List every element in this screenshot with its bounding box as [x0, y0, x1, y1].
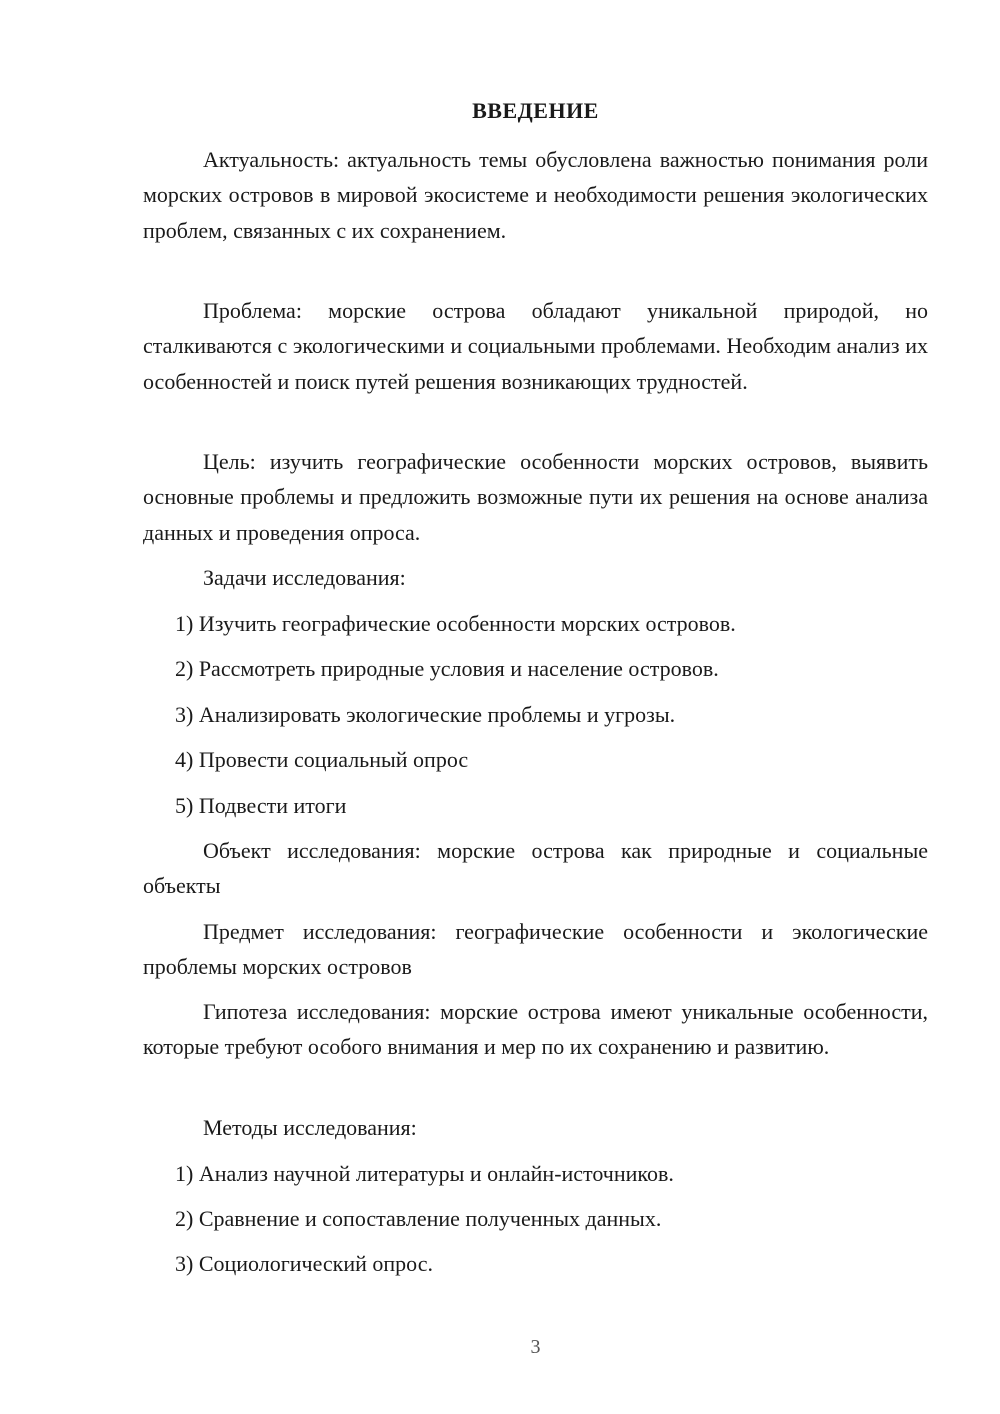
object-paragraph: Объект исследования: морские острова как природные и социальные объекты	[143, 838, 928, 899]
page-number: 3	[530, 1336, 541, 1358]
method-item: 3) Социологический опрос.	[175, 1251, 433, 1276]
problem-paragraph: Проблема: морские острова обладают уникальной природой, но сталкиваются с экологическими и социальными проблемами. Необходим анализ их особенностей и поиск путей решения возникающих трудностей.	[143, 298, 928, 394]
method-item: 2) Сравнение и сопоставление полученных данных.	[175, 1206, 662, 1231]
task-item: 5) Подвести итоги	[175, 793, 347, 818]
method-item: 1) Анализ научной литературы и онлайн-источников.	[175, 1161, 674, 1186]
methods-heading: Методы исследования:	[203, 1115, 417, 1140]
goal-paragraph: Цель: изучить географические особенности морских островов, выявить основные проблемы и предложить возможные пути их решения на основе анализа данных и проведения опроса.	[143, 449, 928, 545]
section-title: ВВЕДЕНИЕ	[472, 98, 599, 123]
hypothesis-paragraph: Гипотеза исследования: морские острова имеют уникальные особенности, которые требуют особого внимания и мер по их сохранению и развитию.	[143, 999, 928, 1060]
task-item: 2) Рассмотреть природные условия и население островов.	[175, 656, 719, 681]
task-item: 4) Провести социальный опрос	[175, 747, 469, 772]
task-item: 3) Анализировать экологические проблемы и угрозы.	[175, 702, 676, 727]
relevance-paragraph: Актуальность: актуальность темы обусловлена важностью понимания роли морских островов в мировой экосистеме и необходимости решения экологических проблем, связанных с их сохранением.	[143, 147, 928, 243]
task-item: 1) Изучить географические особенности морских островов.	[175, 611, 736, 636]
tasks-heading: Задачи исследования:	[203, 565, 406, 590]
subject-paragraph: Предмет исследования: географические особенности и экологические проблемы морских островов	[143, 919, 928, 980]
